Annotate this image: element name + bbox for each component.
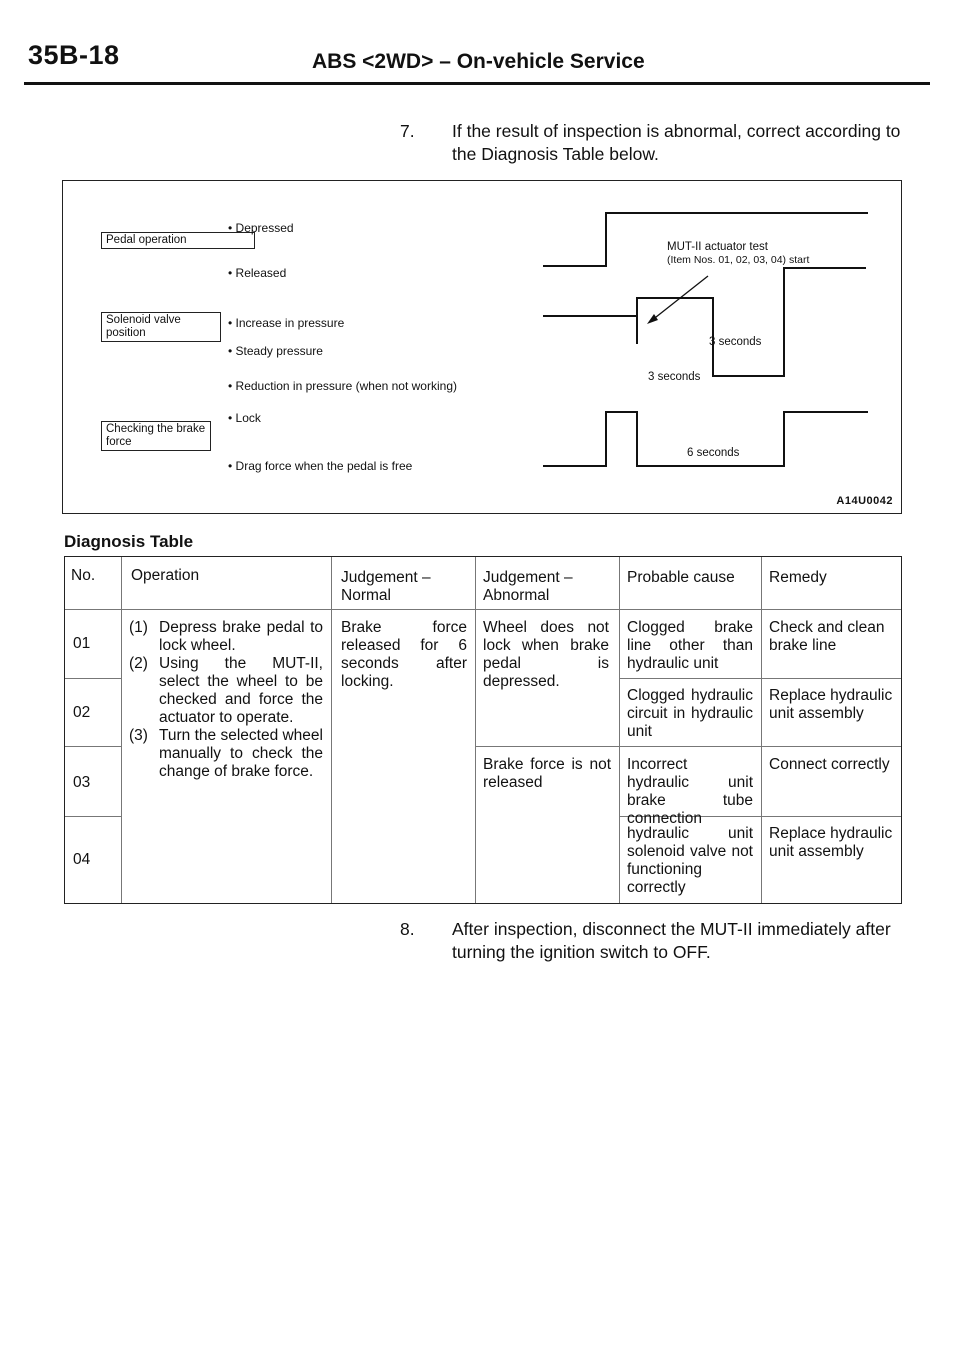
brake-state-drag: • Drag force when the pedal is free: [228, 459, 413, 473]
row-divider: [65, 678, 121, 679]
cause-row-02: Clogged hydraulic circuit in hydraulic unit: [627, 687, 753, 740]
operation-step-2: Using the MUT-II, select the wheel to be checked and force the actuator to operate.: [159, 655, 323, 726]
header-operation: Operation: [131, 567, 200, 584]
mut-pointer-arrowhead: [647, 314, 658, 324]
timing-figure: [62, 180, 902, 514]
diagnosis-table: [64, 556, 902, 904]
row-04-no: 04: [73, 851, 91, 868]
operation-step-3-number: (3): [129, 727, 148, 744]
step-7-number: 7.: [400, 121, 415, 141]
judgement-normal: Brake force released for 6 seconds after locking.: [341, 619, 467, 690]
row-01-no: 01: [73, 635, 91, 652]
step-7-text: If the result of inspection is abnormal, correct according to the Diagnosis Table below.: [452, 121, 901, 164]
remedy-row-04: Replace hydraulic unit assembly: [769, 825, 893, 860]
timing-waveforms: [63, 181, 901, 513]
operation-step-1: Depress brake pedal to lock wheel.: [159, 619, 323, 654]
cause-row-03: Incorrect hydraulic unit brake tube connection: [627, 756, 753, 827]
cause-row-04: hydraulic unit solenoid valve not functioning correctly: [627, 825, 753, 896]
remedy-row-03: Connect correctly: [769, 756, 890, 773]
cause-row-01: Clogged brake line other than hydraulic unit: [627, 619, 753, 672]
header-judgement-normal: Judgement – Normal: [341, 569, 431, 604]
solenoid-state-increase: • Increase in pressure: [228, 316, 345, 330]
brake-state-lock: • Lock: [228, 411, 261, 425]
row-02-no: 02: [73, 704, 91, 721]
header-rule: [24, 82, 930, 85]
judgement-abnormal-no-lock: Wheel does not lock when brake pedal is depressed.: [483, 619, 609, 690]
step-8-text: After inspection, disconnect the MUT-II immediately after turning the ignition switch to OFF.: [452, 919, 891, 962]
operation-step-2-number: (2): [129, 655, 148, 672]
solenoid-state-reduction: • Reduction in pressure (when not working): [228, 379, 457, 393]
three-seconds-lower: 3 seconds: [648, 371, 701, 383]
pedal-operation-label: Pedal operation: [101, 232, 255, 249]
six-seconds-label: 6 seconds: [687, 447, 740, 459]
three-seconds-upper: 3 seconds: [709, 336, 762, 348]
mut-test-items: (Item Nos. 01, 02, 03, 04) start: [667, 254, 810, 266]
header-judgement-abnormal: Judgement – Abnormal: [483, 569, 573, 604]
header-probable-cause: Probable cause: [627, 569, 735, 586]
pedal-state-depressed: • Depressed: [228, 221, 294, 235]
row-03-no: 03: [73, 774, 91, 791]
judgement-abnormal-not-released: Brake force is not released: [483, 756, 611, 791]
diagnosis-table-title: Diagnosis Table: [64, 532, 194, 551]
step-7: [400, 120, 910, 168]
row-divider: [65, 746, 121, 747]
figure-id: A14U0042: [836, 495, 893, 507]
operation-step-1-number: (1): [129, 619, 148, 636]
solenoid-valve-label: Solenoid valve position: [101, 312, 221, 342]
row-divider: [619, 746, 901, 747]
header-remedy: Remedy: [769, 569, 827, 586]
brake-force-label: Checking the brake force: [101, 421, 211, 451]
row-divider: [619, 678, 901, 679]
row-divider: [65, 816, 121, 817]
row-divider: [475, 746, 619, 747]
remedy-row-01: Check and clean brake line: [769, 619, 885, 654]
header-divider: [65, 609, 901, 610]
operation-step-3: Turn the selected wheel manually to check the change of brake force.: [159, 727, 323, 780]
step-8: [400, 918, 910, 966]
page-title: ABS <2WD> – On-vehicle Service: [312, 50, 645, 73]
remedy-row-02: Replace hydraulic unit assembly: [769, 687, 893, 722]
solenoid-waveform: [543, 268, 866, 376]
header-no: No.: [71, 567, 96, 584]
step-8-number: 8.: [400, 919, 415, 939]
solenoid-state-steady: • Steady pressure: [228, 344, 323, 358]
pedal-state-released: • Released: [228, 266, 287, 280]
mut-test-label: MUT-II actuator test: [667, 241, 768, 253]
page-number: 35B-18: [28, 40, 120, 70]
